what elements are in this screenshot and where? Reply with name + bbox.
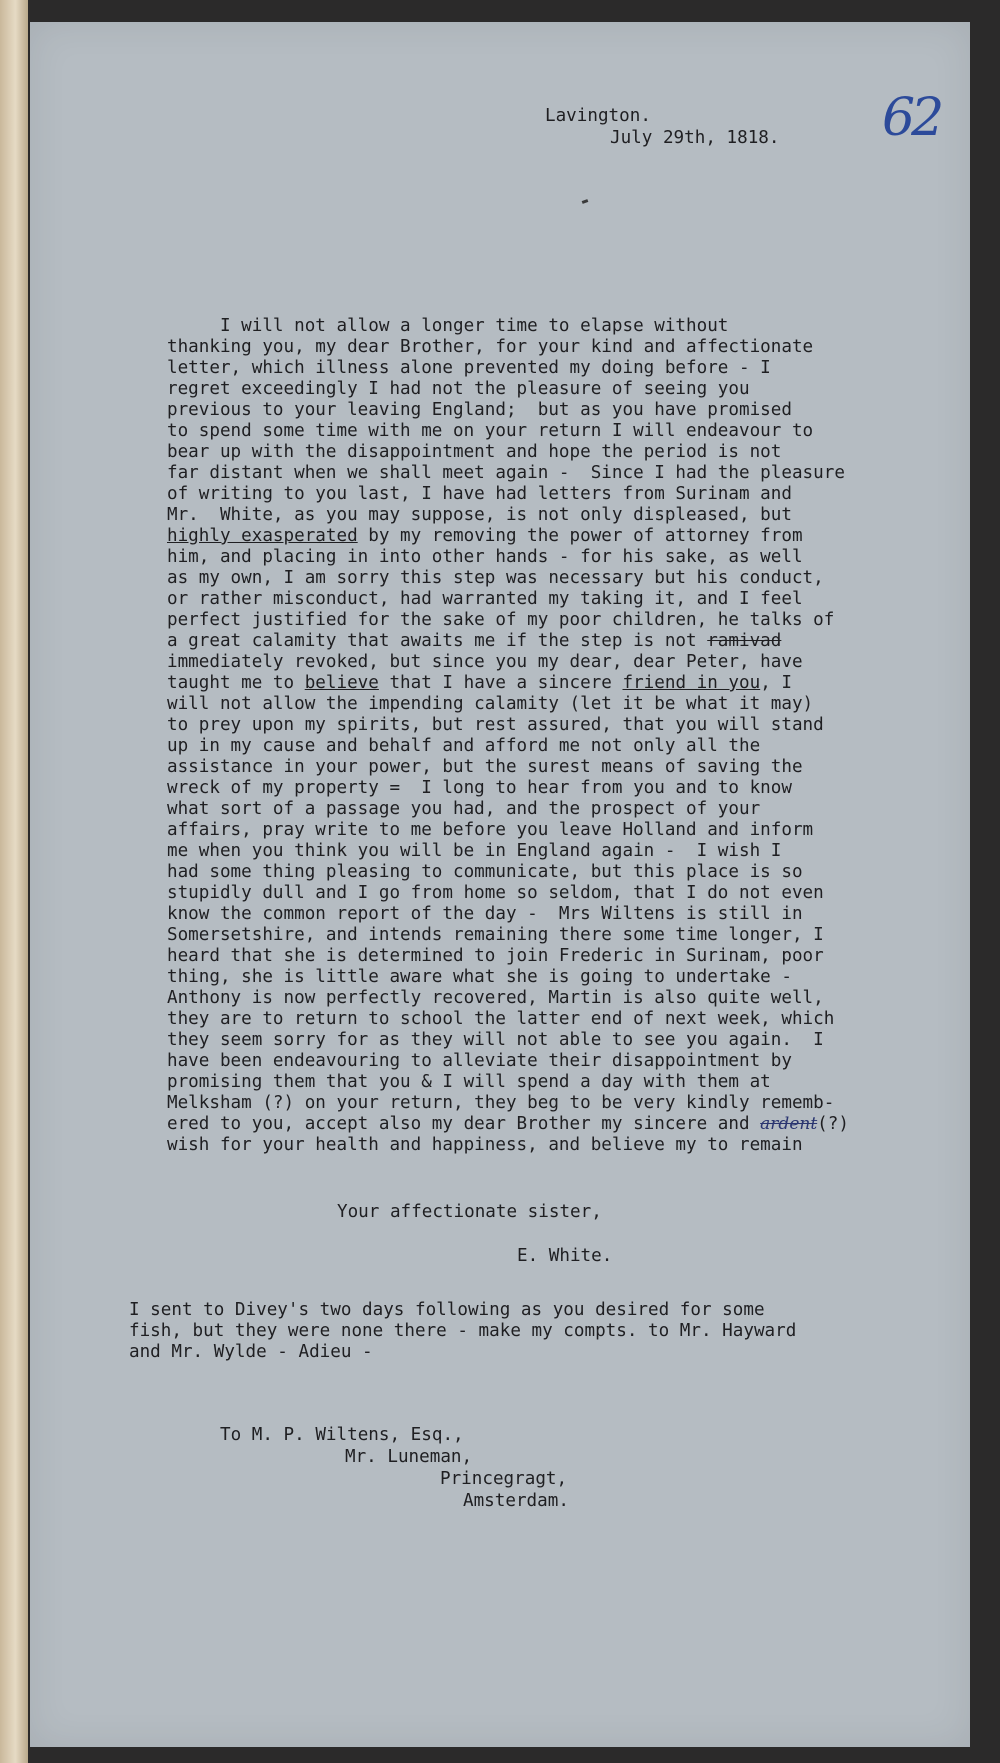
body-line: ered to you, accept also my dear Brother my sincere and — [167, 1114, 761, 1134]
body-line: wish for your health and happiness, and believe my to remain — [167, 1135, 803, 1155]
body-line: immediately revoked, but since you my dear, dear Peter, have — [167, 652, 803, 672]
signature: E. White. — [517, 1246, 613, 1266]
body-line: (?) — [817, 1114, 849, 1134]
body-line: Anthony is now perfectly recovered, Martin is also quite well, — [167, 988, 824, 1008]
body-line: thing, she is little aware what she is going to undertake - — [167, 967, 792, 987]
postscript-line: and Mr. Wylde - Adieu - — [129, 1342, 373, 1362]
body-line: far distant when we shall meet again - Since I had the pleasure — [167, 463, 845, 483]
underlined-phrase: friend in you — [622, 673, 761, 693]
body-line: heard that she is determined to join Frederic in Surinam, poor — [167, 946, 824, 966]
address-line: Amsterdam. — [463, 1491, 569, 1511]
address-line: Princegragt, — [440, 1469, 568, 1489]
body-line: assistance in your power, but the surest means of saving the — [167, 757, 803, 777]
body-line: , I — [760, 673, 792, 693]
body-line: up in my cause and behalf and afford me not only all the — [167, 736, 761, 756]
address-line: To M. P. Wiltens, Esq., — [220, 1425, 464, 1445]
body-line: regret exceedingly I had not the pleasure of seeing you — [167, 379, 750, 399]
address-line: Mr. Luneman, — [345, 1447, 473, 1467]
body-line: wreck of my property = I long to hear from you and to know — [167, 778, 792, 798]
body-line: a great calamity that awaits me if the step is not — [167, 631, 708, 651]
page-number: 62 — [882, 88, 941, 148]
body-line: Somersetshire, and intends remaining there some time longer, I — [167, 925, 824, 945]
body-line: as my own, I am sorry this step was necessary but his conduct, — [167, 568, 824, 588]
letter-date: July 29th, 1818. — [610, 128, 780, 148]
handwritten-correction: ardent — [760, 1114, 818, 1134]
letter-page — [30, 22, 970, 1747]
body-line: perfect justified for the sake of my poor children, he talks of — [167, 610, 835, 630]
body-line: affairs, pray write to me before you leave Holland and inform — [167, 820, 814, 840]
body-line: they seem sorry for as they will not able to see you again. I — [167, 1030, 824, 1050]
body-line: promising them that you & I will spend a day with them at — [167, 1072, 771, 1092]
body-line: I will not allow a longer time to elapse without — [167, 316, 729, 336]
letter-body — [167, 295, 849, 1156]
postscript-line: I sent to Divey's two days following as you desired for some — [129, 1300, 765, 1320]
body-line: to prey upon my spirits, but rest assured, that you will stand — [167, 715, 824, 735]
closing-salutation: Your affectionate sister, — [337, 1202, 602, 1222]
body-line: letter, which illness alone prevented my doing before - I — [167, 358, 771, 378]
body-line: what sort of a passage you had, and the prospect of your — [167, 799, 761, 819]
body-line: taught me to — [167, 673, 305, 693]
book-spine — [0, 0, 28, 1763]
underlined-phrase: highly exasperated — [167, 526, 358, 546]
body-line: him, and placing in into other hands - for his sake, as well — [167, 547, 803, 567]
body-line: know the common report of the day - Mrs Wiltens is still in — [167, 904, 803, 924]
body-line: thanking you, my dear Brother, for your kind and affectionate — [167, 337, 814, 357]
body-line: me when you think you will be in England again - I wish I — [167, 841, 782, 861]
underlined-phrase: believe — [304, 673, 379, 693]
letter-place: Lavington. — [545, 106, 651, 126]
body-line: or rather misconduct, had warranted my taking it, and I feel — [167, 589, 803, 609]
body-line: to spend some time with me on your return I will endeavour to — [167, 421, 814, 441]
body-line: Mr. White, as you may suppose, is not only displeased, but — [167, 505, 792, 525]
body-line: had some thing pleasing to communicate, but this place is so — [167, 862, 803, 882]
struck-word: ramivad — [707, 631, 782, 651]
body-line: bear up with the disappointment and hope the period is not — [167, 442, 782, 462]
body-line: of writing to you last, I have had letters from Surinam and — [167, 484, 792, 504]
body-line: they are to return to school the latter end of next week, which — [167, 1009, 835, 1029]
body-line: have been endeavouring to alleviate their disappointment by — [167, 1051, 792, 1071]
pencil-mark — [582, 199, 589, 204]
body-line: by my removing the power of attorney from — [357, 526, 803, 546]
body-line: Melksham (?) on your return, they beg to be very kindly rememb- — [167, 1093, 835, 1113]
body-line: that I have a sincere — [378, 673, 623, 693]
body-line: previous to your leaving England; but as you have promised — [167, 400, 792, 420]
postscript-line: fish, but they were none there - make my compts. to Mr. Hayward — [129, 1321, 797, 1341]
body-line: stupidly dull and I go from home so seldom, that I do not even — [167, 883, 824, 903]
body-line: will not allow the impending calamity (let it be what it may) — [167, 694, 814, 714]
